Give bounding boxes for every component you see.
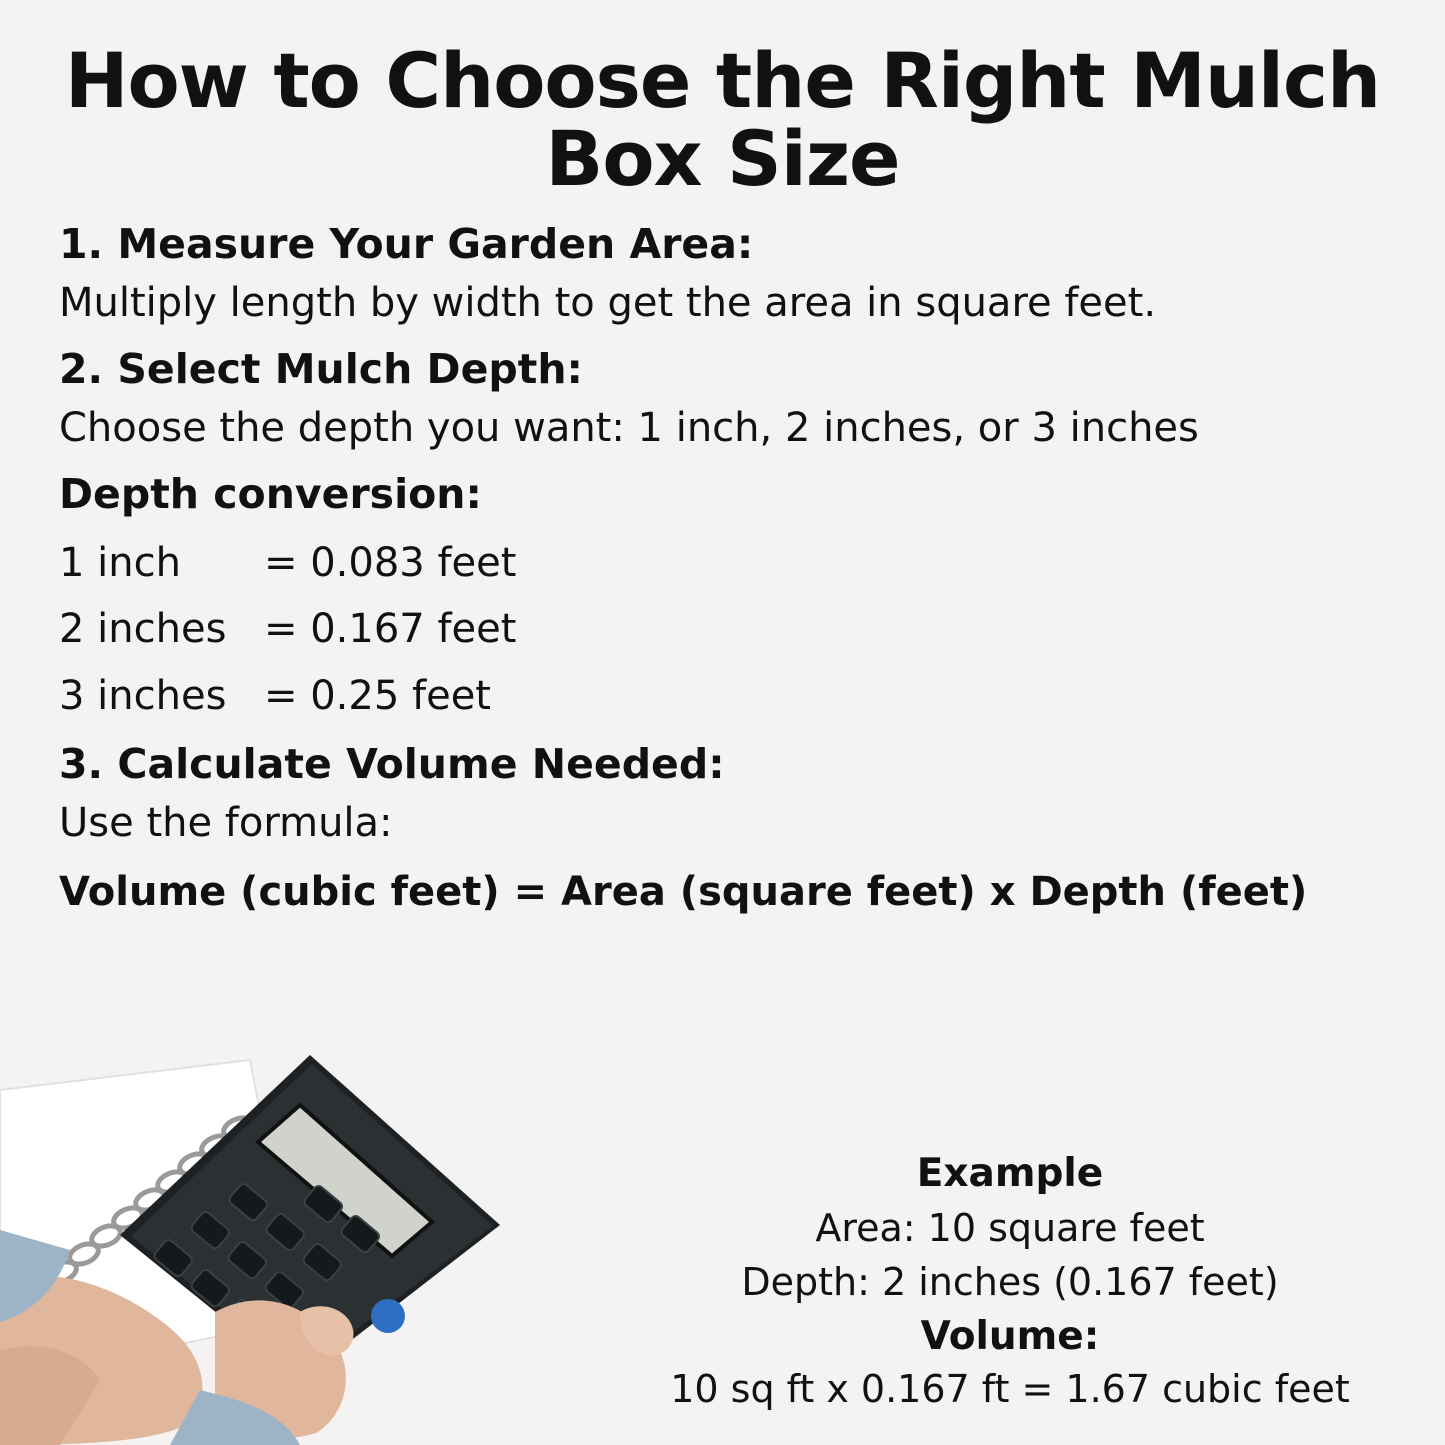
step-2-body: Choose the depth you want: 1 inch, 2 inches, or 3 inches: [59, 405, 1199, 452]
volume-formula: Volume (cubic feet) = Area (square feet) x Depth (feet): [59, 869, 1308, 916]
conversion-row-label: 3 inches: [59, 673, 227, 720]
example-depth: Depth: 2 inches (0.167 feet): [741, 1260, 1279, 1305]
depth-conversion-list: [59, 537, 1390, 723]
conversion-row-value: = 0.25 feet: [264, 673, 491, 720]
conversion-row-label: 1 inch: [59, 539, 181, 586]
calculator-photo-illustration: [0, 1050, 560, 1445]
example-title: Example: [916, 1151, 1104, 1197]
bottom-section: [0, 1050, 1445, 1445]
step-3-heading: 3. Calculate Volume Needed:: [59, 739, 725, 788]
example-block: [615, 1151, 1405, 1417]
conversion-row: [59, 537, 1390, 590]
example-volume-label: Volume:: [920, 1314, 1100, 1360]
depth-conversion-heading: Depth conversion:: [59, 470, 482, 519]
step-1-heading: 1. Measure Your Garden Area:: [59, 219, 754, 268]
step-3-body: Use the formula:: [59, 800, 393, 847]
page-title: How to Choose the Right Mulch Box Size: [64, 36, 1381, 204]
example-area: Area: 10 square feet: [815, 1206, 1205, 1251]
conversion-row-value: = 0.167 feet: [264, 606, 517, 653]
conversion-row: [59, 603, 1390, 656]
conversion-row: [59, 670, 1390, 723]
step-1-body: Multiply length by width to get the area in square feet.: [59, 279, 1157, 326]
conversion-row-value: = 0.083 feet: [264, 539, 517, 586]
example-volume-value: 10 sq ft x 0.167 ft = 1.67 cubic feet: [670, 1367, 1350, 1412]
conversion-row-label: 2 inches: [59, 606, 227, 653]
calculator-photo: [0, 1050, 560, 1445]
step-2-heading: 2. Select Mulch Depth:: [59, 344, 583, 393]
